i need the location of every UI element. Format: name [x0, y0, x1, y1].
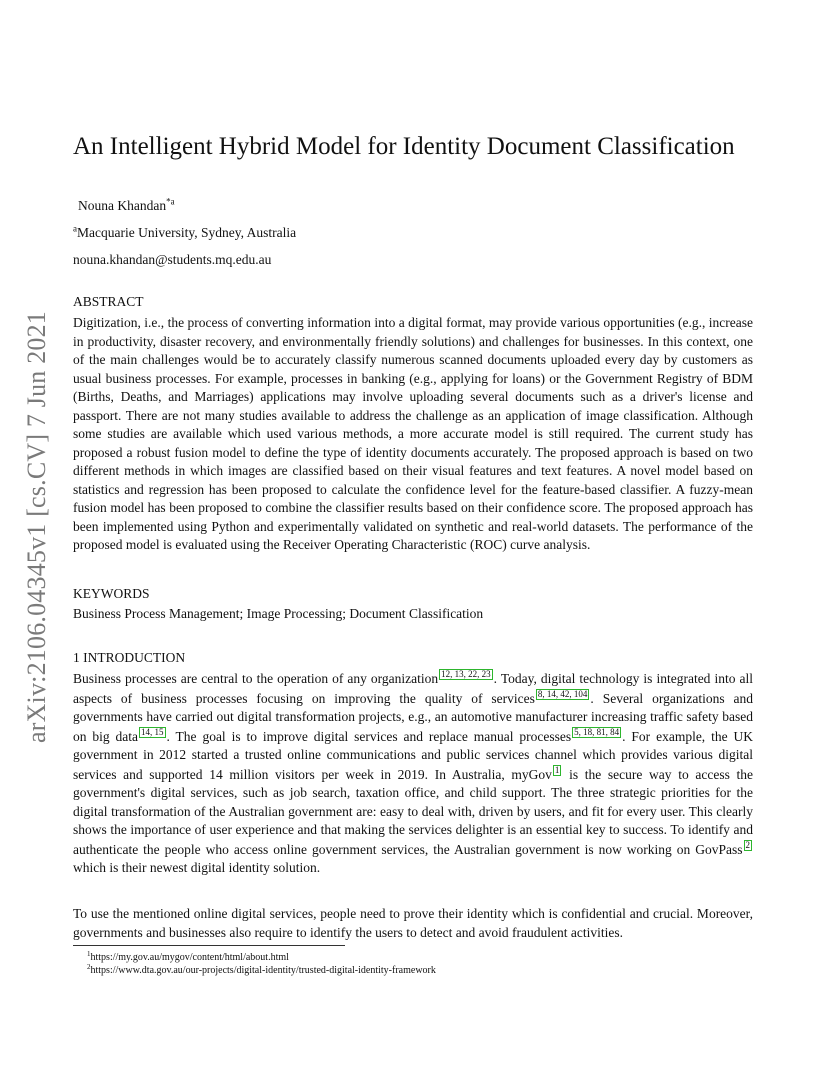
abstract-heading: ABSTRACT	[73, 294, 144, 309]
intro-text: Business processes are central to the operation of any organization	[73, 671, 439, 686]
citation-link[interactable]: 5, 18, 81, 84	[574, 726, 620, 737]
affiliation-mark: a	[73, 223, 77, 234]
introduction-paragraph-1	[73, 669, 753, 878]
author-name: Nouna Khandan	[78, 198, 167, 213]
footnote-link[interactable]: 1	[554, 764, 560, 775]
paper-title: An Intelligent Hybrid Model for Identity Document Classification	[73, 133, 735, 160]
footnote-divider	[73, 945, 345, 946]
intro-text: . The goal is to improve digital services and replace manual processes	[166, 728, 572, 744]
affiliation-text: Macquarie University, Sydney, Australia	[77, 225, 297, 240]
author-email[interactable]: nouna.khandan@students.mq.edu.au	[73, 252, 272, 267]
footnote-mark: 1	[87, 950, 91, 958]
citation-link[interactable]: 8, 14, 42, 104	[537, 688, 588, 699]
citation-link[interactable]: 14, 15	[141, 726, 164, 737]
keywords-body: Business Process Management; Image Processing; Document Classification	[73, 606, 484, 621]
arxiv-stamp-text: arXiv:2106.04345v1 [cs.CV] 7 Jun 2021	[22, 310, 51, 744]
keywords-heading: KEYWORDS	[73, 586, 150, 601]
arxiv-stamp	[22, 300, 52, 755]
intro-text: is the secure way to access the government's digital services, such as job search, taxation office, and child support. The three strategic priorities for the digital transformation of the Australian government are: easy to deal with, driven by users, and fit for every user. This clearly shows the importance of user experience and that making the services delighter is an essential key to success. To identify and authenticate the people who access online government services, the Australian government is now working on GovPass	[73, 766, 753, 857]
footnote-url[interactable]: https://my.gov.au/mygov/content/html/about.html	[90, 952, 289, 963]
intro-text: . Several organizations and governments have carried out digital transformation projects, e.g., an automotive manufacturer increasing traffic safety based on big data	[73, 690, 753, 744]
introduction-paragraph-2: To use the mentioned online digital services, people need to prove their identity which is confidential and crucial. Moreover, governments and businesses also require to identify the users to detect and avoid fraudulent activities.	[73, 906, 753, 940]
introduction-heading: 1 INTRODUCTION	[73, 650, 186, 665]
affiliation-line	[73, 225, 296, 241]
footnote-1	[87, 950, 289, 963]
footnote-link[interactable]: 2	[745, 839, 750, 850]
author-marks: *a	[166, 196, 175, 207]
intro-text: which is their newest digital identity solution.	[73, 860, 321, 875]
footnote-mark: 2	[87, 963, 91, 971]
intro-text: . Today, digital technology is integrated into all aspects of business processes focusing on improving the quality of services	[73, 671, 753, 706]
intro-text: . For example, the UK government in 2012 started a trusted online communications and public services channel which provides various digital services and supported 14 million visitors per week in 2019. In Australia, myGov	[73, 728, 753, 782]
author-line	[78, 198, 175, 214]
footnote-url[interactable]: https://www.dta.gov.au/our-projects/digital-identity/trusted-digital-identity-framework	[90, 965, 436, 976]
abstract-body: Digitization, i.e., the process of converting information into a digital format, may provide various opportunities (e.g., increase in productivity, disaster recovery, and environmentally friendly solutions) and challenges for businesses. In this context, one of the main challenges would be to accurately classify numerous scanned documents uploaded every day by customers as usual business processes. For example, processes in banking (e.g., applying for loans) or the Government Registry of BDM (Births, Deaths, and Marriages) applications may involve uploading several documents such as a driver's license and passport. There are not many studies available to address the challenge as an application of image classification. Although some studies are available which used various methods, a more accurate model is still required. The current study has proposed a robust fusion model to define the type of identity documents accurately. The proposed approach is based on two different methods in which images are classified based on their visual features and text features. A novel model based on statistics and regression has been proposed to calculate the confidence level for the feature-based classifier. A fuzzy-mean fusion model has been proposed to combine the classifier results based on their confidence score. The proposed approach has been implemented using Python and experimentally validated on synthetic and real-world datasets. The performance of the proposed model is evaluated using the Receiver Operating Characteristic (ROC) curve analysis.	[73, 315, 753, 552]
citation-link[interactable]: 12, 13, 22, 23	[441, 669, 491, 679]
footnote-2	[87, 963, 436, 976]
